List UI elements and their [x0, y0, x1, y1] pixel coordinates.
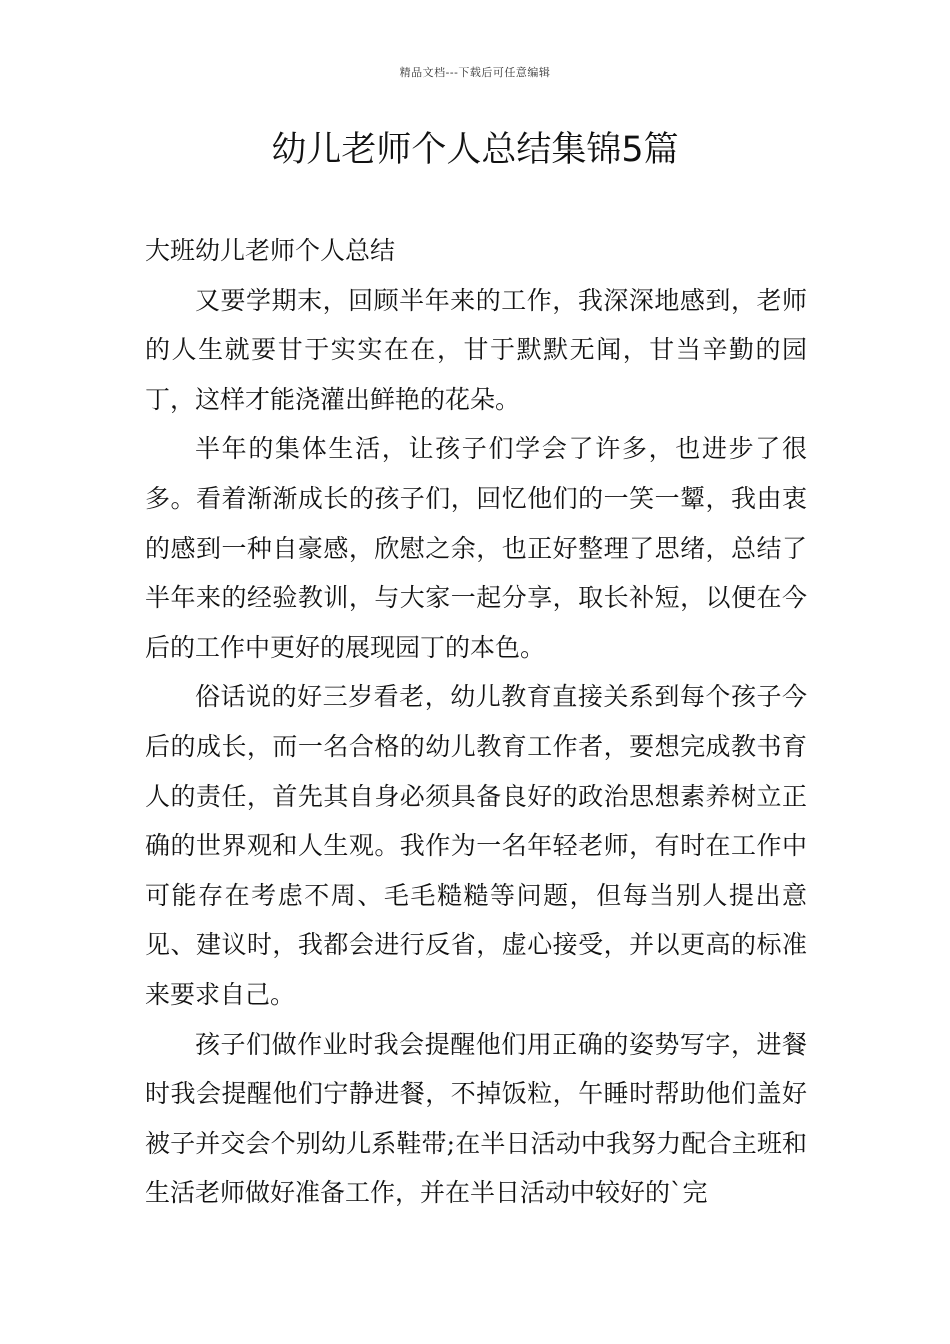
document-title: 幼儿老师个人总结集锦5篇 — [271, 130, 679, 170]
paragraph-2: 半年的集体生活，让孩子们学会了许多，也进步了很多。看着渐渐成长的孩子们，回忆他们的一笑一颦，我由衷的感到一种自豪感，欣慰之余，也正好整理了思绪，总结了半年来的经验教训，与大家一起分享，取长补短，以便在今后的工作中更好的展现园丁的本色。 — [145, 434, 807, 662]
document-body — [145, 226, 807, 1218]
header-note: 精品文档---下载后可任意编辑 — [399, 66, 551, 79]
paragraph-1: 又要学期末，回顾半年来的工作，我深深地感到，老师的人生就要甘于实实在在，甘于默默无闻，甘当辛勤的园丁，这样才能浇灌出鲜艳的花朵。 — [145, 285, 807, 414]
paragraph-4: 孩子们做作业时我会提醒他们用正确的姿势写字，进餐时我会提醒他们宁静进餐，不掉饭粒，午睡时帮助他们盖好被子并交会个别幼儿系鞋带;在半日活动中我努力配合主班和生活老师做好准备工作，并在半日活动中较好的`完 — [145, 1029, 807, 1208]
section-heading: 大班幼儿老师个人总结 — [145, 236, 396, 265]
paragraph-3: 俗话说的好三岁看老，幼儿教育直接关系到每个孩子今后的成长，而一名合格的幼儿教育工作者，要想完成教书育人的责任，首先其自身必须具备良好的政治思想素养树立正确的世界观和人生观。我作为一名年轻老师，有时在工作中可能存在考虑不周、毛毛糙糙等问题，但每当别人提出意见、建议时，我都会进行反省，虚心接受，并以更高的标准来要求自己。 — [145, 682, 807, 1009]
